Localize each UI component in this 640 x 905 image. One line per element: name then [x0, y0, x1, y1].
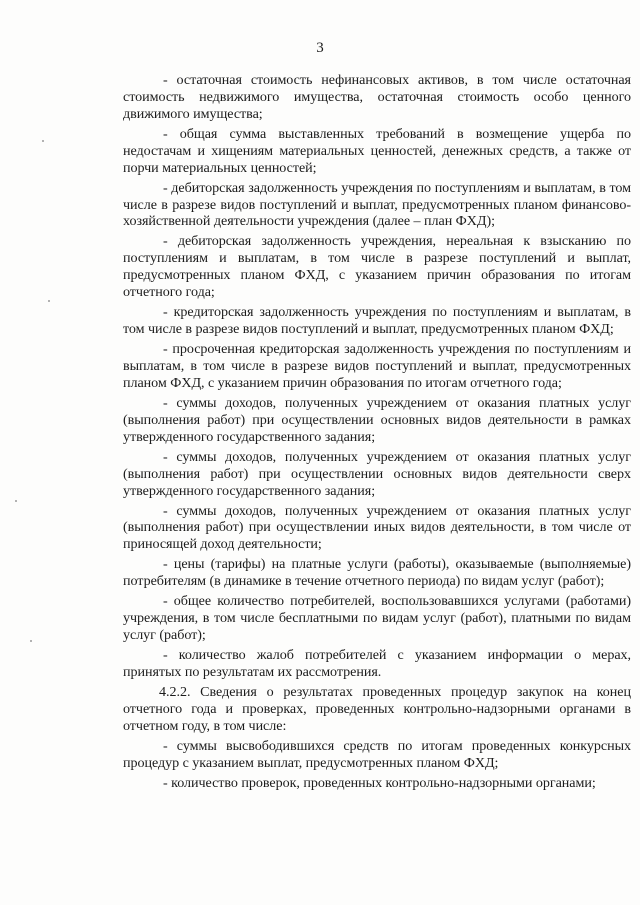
- list-item-payables: - кредиторская задолженность учреждения по поступлениям и выплатам, в том числе в разрезе видов поступлений и выплат, предусмотренных планом ФХД;: [123, 304, 631, 338]
- document-body: [123, 72, 631, 795]
- scan-speck: [30, 640, 32, 642]
- section-4-2-2: 4.2.2. Сведения о результатах проведенных процедур закупок на конец отчетного года и проверках, проведенных контрольно-надзорными органами в отчетном году, в том числе:: [123, 683, 631, 734]
- list-item-overdue-payables: - просроченная кредиторская задолженность учреждения по поступлениям и выплатам, в том числе в разрезе видов поступлений и выплат, предусмотренных планом ФХД, с указанием причин образования по итогам отчетного года;: [123, 341, 631, 391]
- list-item-inspections-count: - количество проверок, проведенных контрольно-надзорными органами;: [163, 774, 596, 791]
- list-item-income-other-activities: - суммы доходов, полученных учреждением от оказания платных услуг (выполнения работ) при осуществлении иных видов деятельности, в том числе от приносящей доход деятельности;: [123, 502, 631, 553]
- scan-speck: [42, 140, 44, 142]
- list-item-receivables: - дебиторская задолженность учреждения по поступлениям и выплатам, в том числе в разрезе видов поступлений и выплат, предусмотренных планом финансово-хозяйственной деятельности учреждения (далее – план ФХД);: [123, 179, 631, 230]
- list-item-residual-value: - остаточная стоимость нефинансовых активов, в том числе остаточная стоимость недвижимого имущества, остаточная стоимость особо ценного движимого имущества;: [123, 72, 631, 122]
- scan-speck: [15, 500, 17, 502]
- list-item-released-funds: - суммы высвободившихся средств по итогам проведенных конкурсных процедур с указанием выплат, предусмотренных планом ФХД;: [123, 737, 631, 771]
- list-item-income-above-assignment: - суммы доходов, полученных учреждением от оказания платных услуг (выполнения работ) при осуществлении основных видов деятельности сверх утвержденного государственного задания;: [123, 448, 631, 499]
- list-item-prices: - цены (тарифы) на платные услуги (работы), оказываемые (выполняемые) потребителям (в динамике в течение отчетного периода) по видам услуг (работ);: [123, 556, 631, 590]
- scan-speck: [48, 300, 50, 302]
- page-number: 3: [316, 40, 324, 56]
- list-item-consumers-count: - общее количество потребителей, воспользовавшихся услугами (работами) учреждения, в том числе бесплатными по видам услуг (работ), платными по видам услуг (работ);: [123, 593, 631, 644]
- list-item-damage-claims: - общая сумма выставленных требований в возмещение ущерба по недостачам и хищениям материальных ценностей, денежных средств, а также от порчи материальных ценностей;: [123, 125, 631, 176]
- list-item-income-within-assignment: - суммы доходов, полученных учреждением от оказания платных услуг (выполнения работ) при осуществлении основных видов деятельности в рамках утвержденного государственного задания;: [123, 394, 631, 445]
- list-item-complaints: - количество жалоб потребителей с указанием информации о мерах, принятых по результатам их рассмотрения.: [123, 647, 631, 680]
- list-item-bad-receivables: - дебиторская задолженность учреждения, нереальная к взысканию по поступлениям и выплатам, в том числе в разрезе поступлений и выплат, предусмотренных планом ФХД, с указанием причин образования по итогам отчетного года;: [123, 233, 631, 301]
